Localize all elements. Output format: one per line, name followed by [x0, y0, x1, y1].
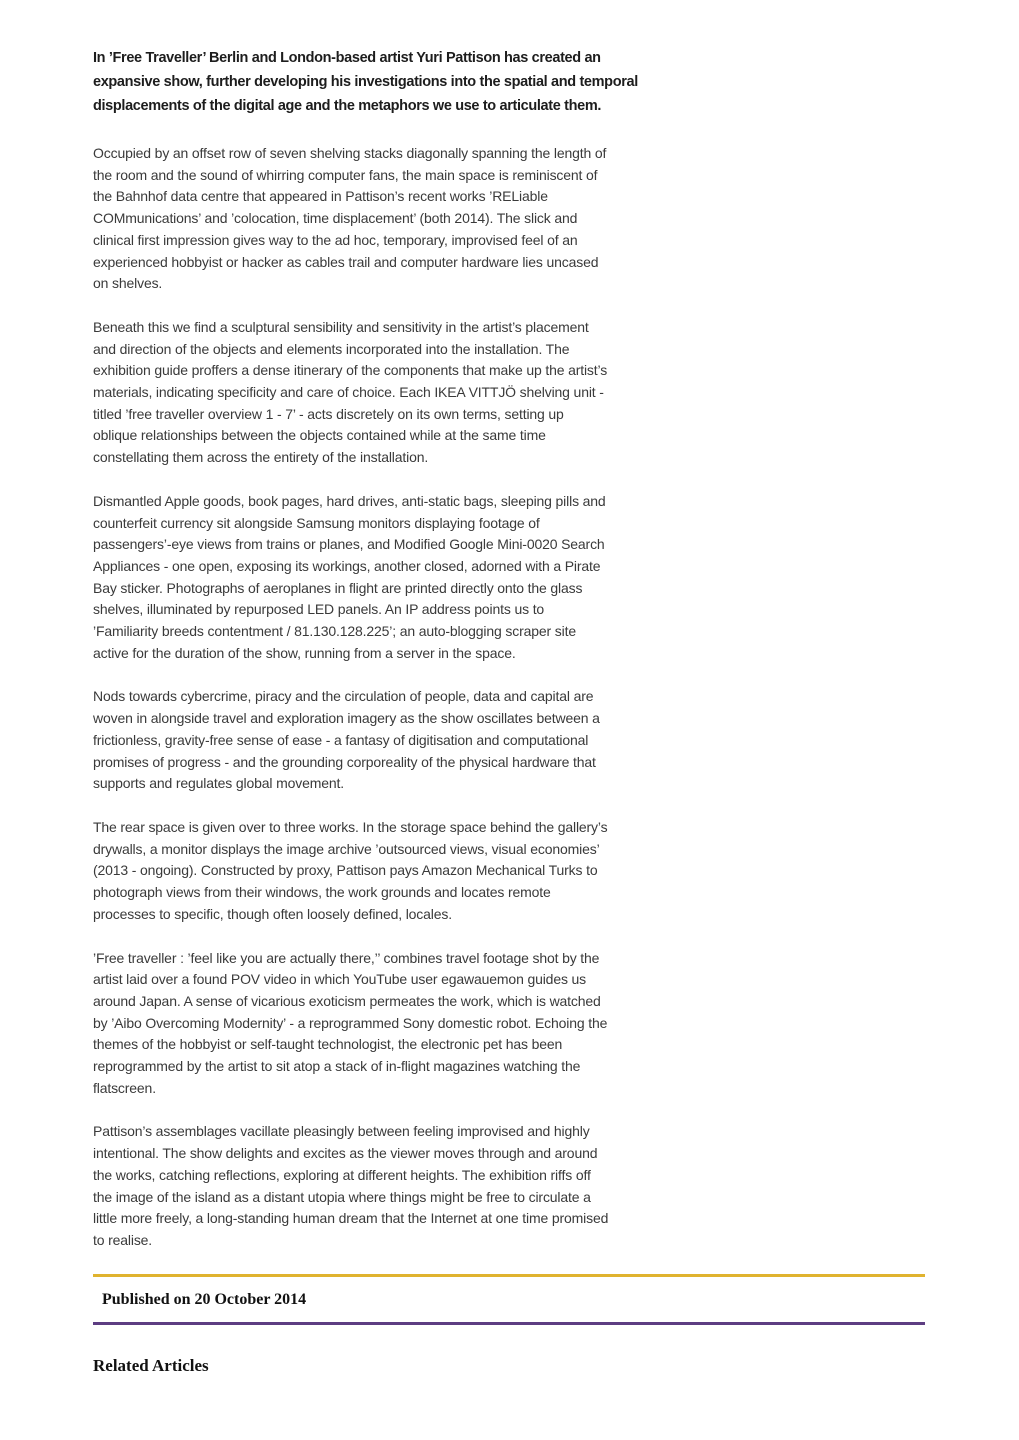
article-paragraph: ’Free traveller : ’feel like you are actually there,’’ combines travel footage shot by the artist laid over a found POV video in which YouTube user egawauemon guides us around Japan. A sense of vicarious exoticism permeates the work, which is watched by ’Aibo Overcoming Modernity’ - a reprogrammed Sony domestic robot. Echoing the themes of the hobbyist or self-taught technologist, the electronic pet has been reprogrammed by the artist to sit atop a stack of in-flight magazines watching the flatscreen. — [93, 949, 608, 1096]
article-paragraph: Pattison’s assemblages vacillate pleasingly between feeling improvised and highly intentional. The show delights and excites as the viewer moves through and around the works, catching reflections, exploring at different heights. The exhibition riffs off the image of the island as a distant utopia where things might be free to circulate a little more freely, a long-standing human dream that the Internet at one time promised to realise. — [93, 1123, 609, 1248]
article-paragraph: Nods towards cybercrime, piracy and the circulation of people, data and capital are woven in alongside travel and exploration imagery as the show oscillates between a frictionless, gravity-free sense of ease - a fantasy of digitisation and computational promises of progress - and the grounding corporeality of the physical hardware that supports and regulates global movement. — [93, 688, 600, 792]
published-date: Published on 20 October 2014 — [102, 1290, 307, 1308]
published-section — [93, 1274, 925, 1325]
purple-divider — [93, 1322, 925, 1325]
article-paragraph: Occupied by an offset row of seven shelving stacks diagonally spanning the length of the room and the sound of whirring computer fans, the main space is reminiscent of the Bahnhof data centre that appeared in Pattison’s recent works ’RELiable COMmunications’ and ’colocation, time displacement’ (both 2014). The slick and clinical first impression gives way to the ad hoc, temporary, improvised feel of an experienced hobbyist or hacker as cables trail and computer hardware lies uncased on shelves. — [93, 145, 607, 292]
article-paragraph: Beneath this we find a sculptural sensibility and sensitivity in the artist’s placement and direction of the objects and elements incorporated into the installation. The exhibition guide proffers a dense itinerary of the components that make up the artist’s materials, indicating specificity and care of choice. Each IKEA VITTJÖ shelving unit - titled ’free traveller overview 1 - 7’ - acts discretely on its own terms, setting up oblique relationships between the objects contained while at the same time constellating them across the entirety of the installation. — [93, 318, 608, 466]
article-paragraph: Dismantled Apple goods, book pages, hard drives, anti-static bags, sleeping pills and counterfeit currency sit alongside Samsung monitors displaying footage of passengers’-eye views from trains or planes, and Modified Google Mini-0020 Search Appliances - one open, exposing its workings, another closed, adorned with a Pirate Bay sticker. Photographs of aeroplanes in flight are printed directly onto the glass shelves, illuminated by repurposed LED panels. An IP address points us to ’Familiarity breeds contentment / 81.130.128.225’; an auto-blogging scraper site active for the duration of the show, running from a server in the space. — [93, 492, 606, 661]
article-paragraphs — [93, 143, 925, 1252]
article-paragraph: The rear space is given over to three works. In the storage space behind the gallery’s drywalls, a monitor displays the image archive ’outsourced views, visual economies’ (2013 - ongoing). Constructed by proxy, Pattison pays Amazon Mechanical Turks to photograph views from their windows, the work grounds and locates remote processes to specific, though often loosely defined, locales. — [93, 818, 608, 922]
article-body — [93, 46, 925, 1376]
article-intro: In ’Free Traveller’ Berlin and London-based artist Yuri Pattison has created an expansive show, further developing his investigations into the spatial and temporal displacements of the digital age and the metaphors we use to articulate them. — [93, 50, 638, 114]
related-articles-heading: Related Articles — [93, 1355, 209, 1375]
